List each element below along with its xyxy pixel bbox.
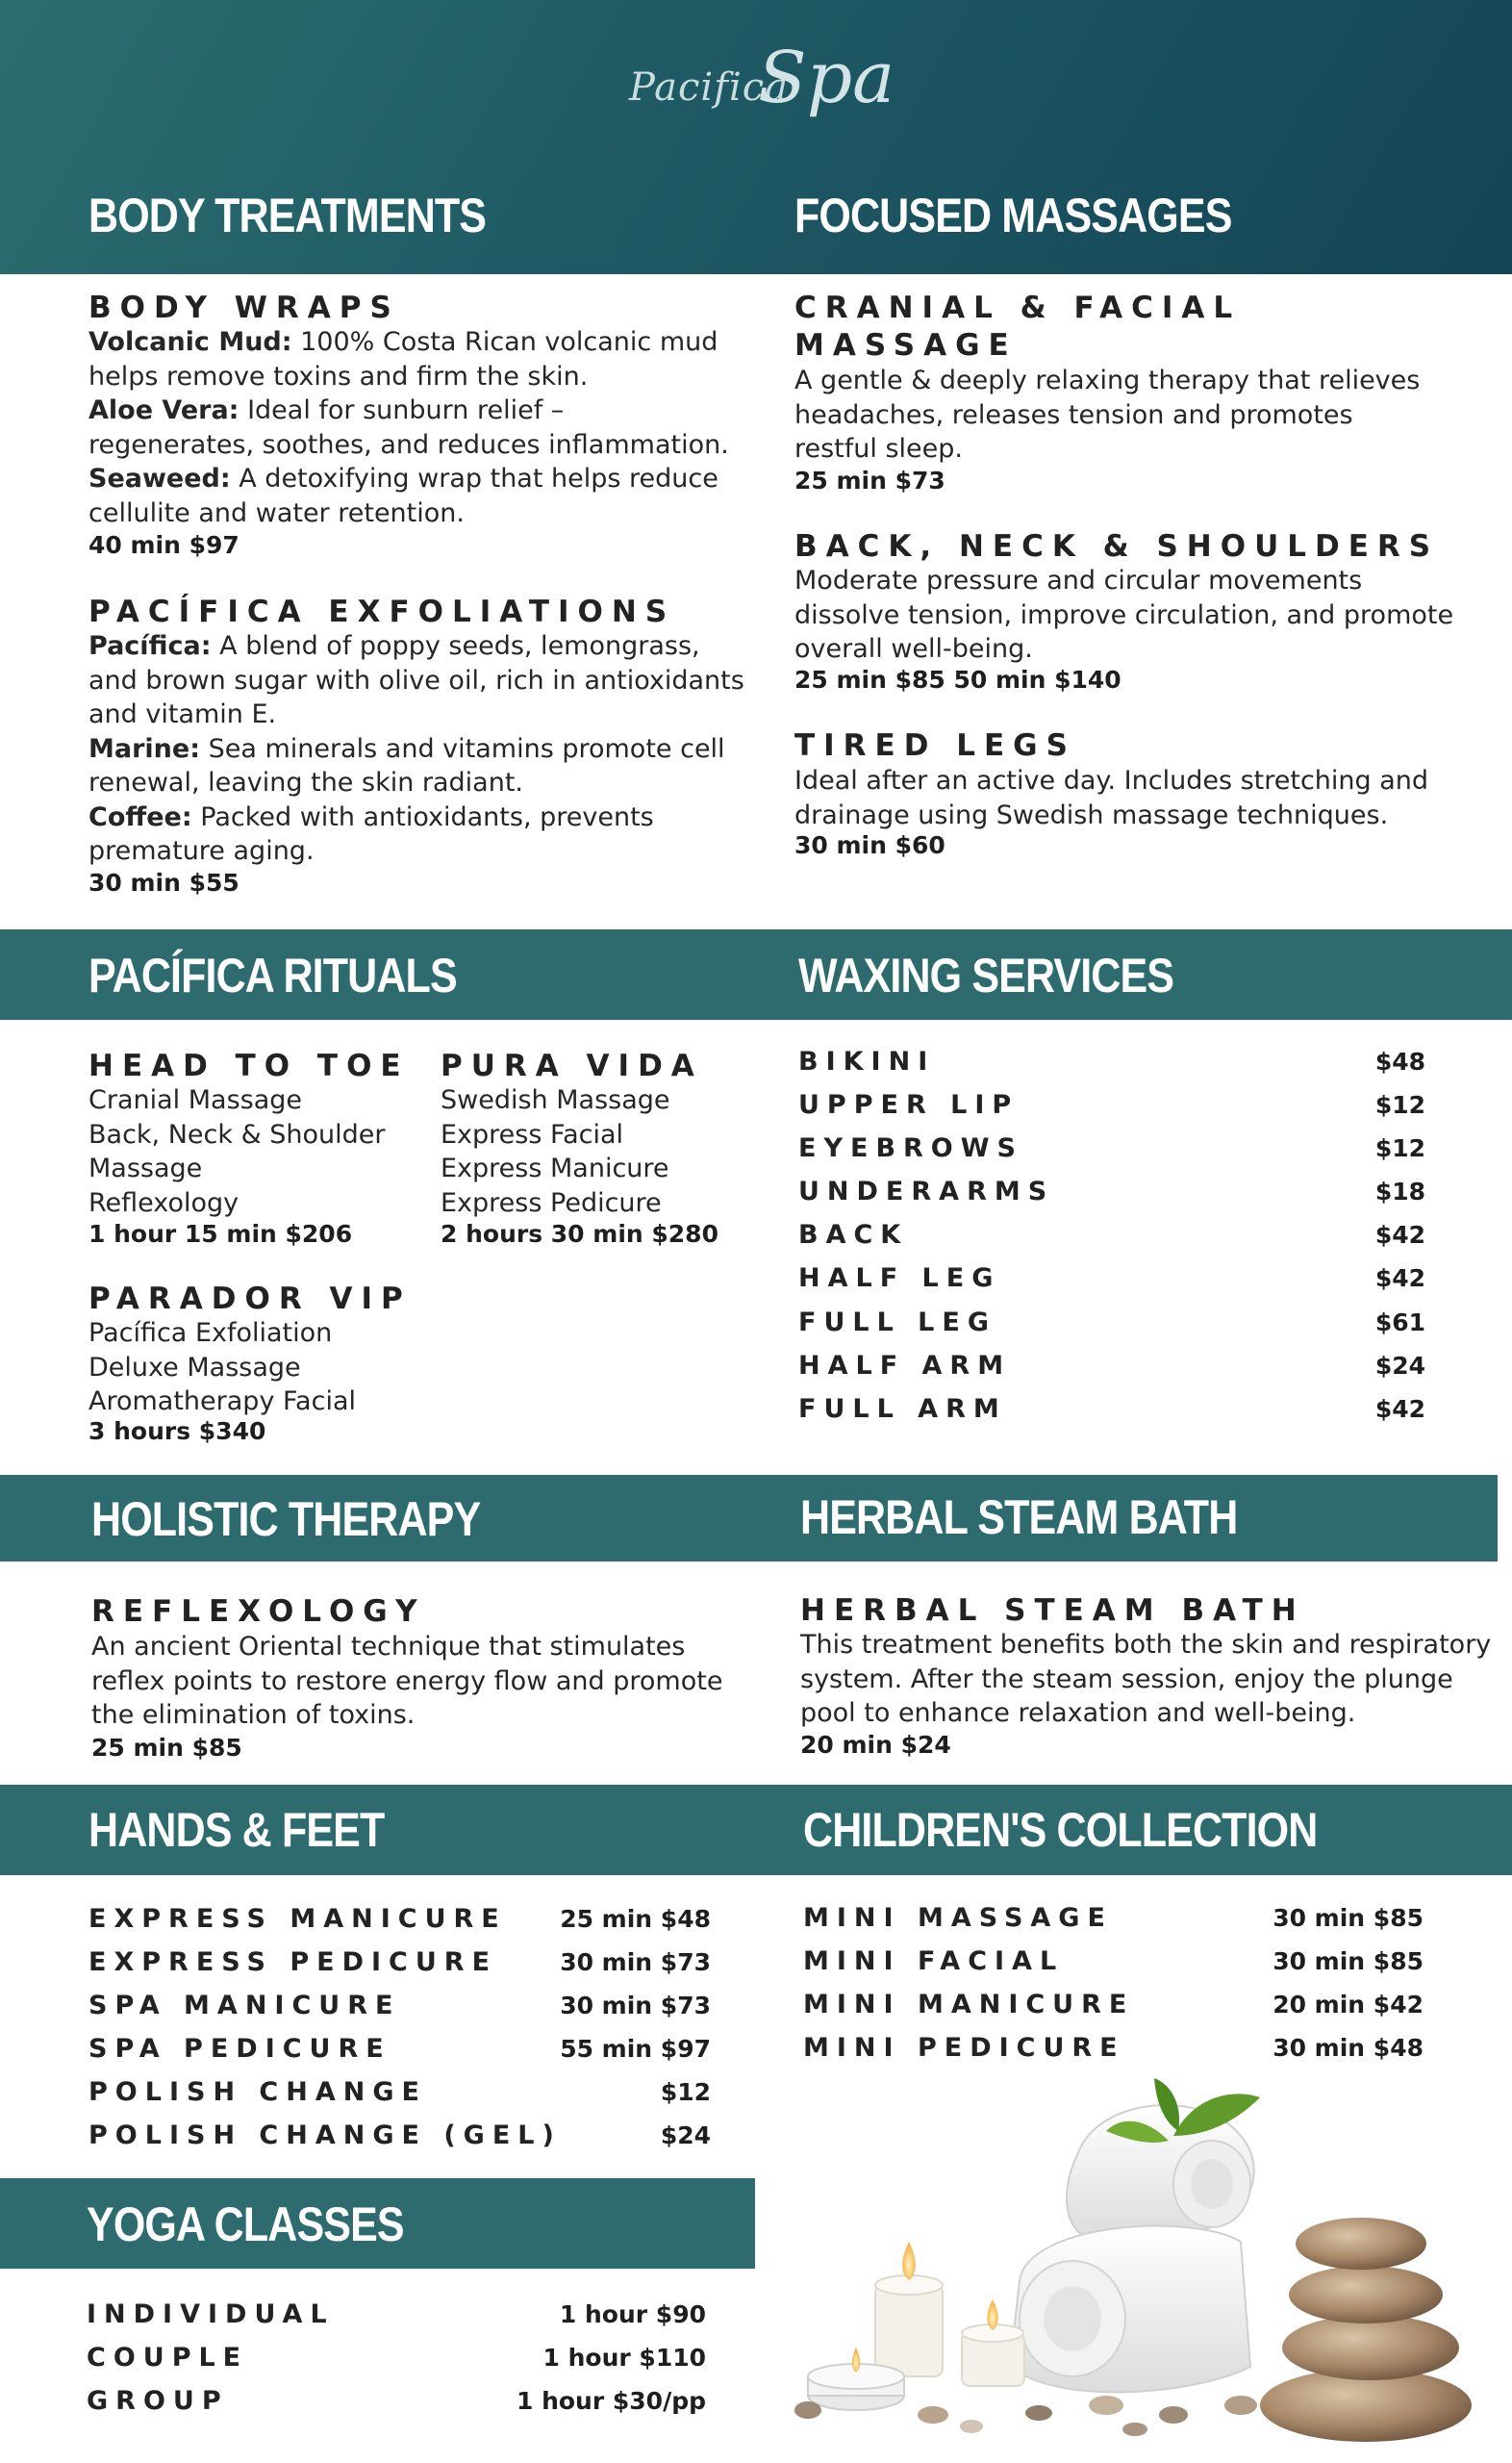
children-item-price: 20 min $42 — [1273, 1991, 1424, 2019]
steam-title: HERBAL STEAM BATH — [800, 1593, 1305, 1628]
waxing-item-price: $42 — [1374, 1264, 1425, 1292]
desc-line: An ancient Oriental technique that stimulates — [91, 1632, 686, 1662]
hands-feet-item-price: 30 min $73 — [560, 1992, 711, 2019]
pura-vida-title: PURA VIDA — [441, 1049, 703, 1083]
waxing-item-price: $12 — [1374, 1091, 1425, 1119]
section-title-waxing-services: WAXING SERVICES — [798, 949, 1174, 1003]
hands-feet-item-price: 30 min $73 — [560, 1948, 711, 1976]
head-to-toe-list — [88, 1083, 416, 1220]
item-desc: and brown sugar with olive oil, rich in antioxidants — [88, 665, 744, 696]
list-item: Swedish Massage — [441, 1085, 670, 1115]
waxing-item-label: FULL ARM — [798, 1394, 1007, 1424]
waxing-item-price: $61 — [1374, 1308, 1425, 1336]
steam-desc — [800, 1628, 1502, 1731]
item-desc: and vitamin E. — [88, 699, 277, 729]
hands-feet-item-label: SPA MANICURE — [88, 1991, 401, 2020]
desc-line: the elimination of toxins. — [91, 1700, 416, 1730]
logo-spa-text: Spa — [758, 37, 895, 119]
tired-legs-price: 30 min $60 — [794, 831, 945, 859]
hands-feet-item-price: $24 — [660, 2121, 711, 2149]
body-wrap-seaweed — [88, 462, 743, 496]
stone-stack — [1260, 2218, 1472, 2442]
hands-feet-item-label: EXPRESS PEDICURE — [88, 1947, 498, 1977]
waxing-item-label: HALF LEG — [798, 1263, 1001, 1293]
waxing-item-price: $42 — [1374, 1221, 1425, 1249]
waxing-item-label: BACK — [798, 1220, 909, 1250]
candle-small-right — [962, 2299, 1024, 2386]
item-desc: helps remove toxins and firm the skin. — [88, 361, 589, 392]
head-to-toe-title: HEAD TO TOE — [88, 1049, 410, 1083]
item-desc: A blend of poppy seeds, lemongrass, — [211, 631, 700, 661]
desc-line: overall well-being. — [794, 634, 1033, 664]
yoga-item-price: 1 hour $110 — [542, 2344, 706, 2372]
waxing-item-label: EYEBROWS — [798, 1133, 1023, 1163]
body-wraps-price: 40 min $97 — [88, 531, 239, 559]
body-wraps-list — [88, 325, 743, 530]
pura-vida-list — [441, 1083, 758, 1220]
exfoliations-list — [88, 629, 762, 869]
body-wraps-title: BODY WRAPS — [88, 291, 400, 325]
exfoliations-title: PACÍFICA EXFOLIATIONS — [88, 595, 676, 629]
logo-script-text: Pacifica — [629, 65, 790, 110]
list-item: Express Facial — [441, 1119, 624, 1150]
yoga-item-price: 1 hour $90 — [559, 2300, 706, 2328]
head-to-toe-price: 1 hour 15 min $206 — [88, 1220, 353, 1248]
desc-line: A gentle & deeply relaxing therapy that relieves — [794, 366, 1421, 395]
waxing-item-label: UNDERARMS — [798, 1177, 1055, 1206]
yoga-item-label: INDIVIDUAL — [87, 2299, 335, 2329]
children-item-price: 30 min $85 — [1273, 1904, 1424, 1932]
children-item-price: 30 min $48 — [1273, 2034, 1424, 2062]
section-title-herbal-steam-bath: HERBAL STEAM BATH — [800, 1490, 1238, 1544]
desc-line: Moderate pressure and circular movements — [794, 566, 1363, 596]
desc-line: system. After the steam session, enjoy the plunge — [800, 1663, 1453, 1694]
parador-vip-list — [88, 1316, 416, 1419]
list-item: Aromatherapy Facial — [88, 1386, 356, 1416]
steam-price: 20 min $24 — [800, 1731, 951, 1759]
children-item-price: 30 min $85 — [1273, 1947, 1424, 1975]
hands-feet-item-price: $12 — [660, 2078, 711, 2106]
list-item: Deluxe Massage — [88, 1352, 301, 1383]
exfoliation-coffee — [88, 800, 762, 835]
item-desc: Sea minerals and vitamins promote cell — [200, 733, 725, 764]
item-name: Aloe Vera: — [88, 395, 239, 425]
yoga-item-label: COUPLE — [87, 2343, 249, 2373]
yoga-item-label: GROUP — [87, 2386, 229, 2416]
cranial-price: 25 min $73 — [794, 467, 945, 495]
children-item-label: MINI PEDICURE — [803, 2033, 1125, 2063]
children-item-label: MINI MASSAGE — [803, 1903, 1113, 1933]
hands-feet-item-price: 55 min $97 — [560, 2035, 711, 2063]
tired-legs-desc — [794, 764, 1487, 832]
section-title-focused-massages: FOCUSED MASSAGES — [794, 189, 1232, 242]
desc-line: dissolve tension, improve circulation, and promote — [794, 599, 1454, 630]
item-desc: 100% Costa Rican volcanic mud — [291, 327, 718, 357]
waxing-item-price: $12 — [1374, 1134, 1425, 1162]
reflexology-price: 25 min $85 — [91, 1734, 242, 1762]
parador-vip-title: PARADOR VIP — [88, 1282, 412, 1316]
exfoliations-price: 30 min $55 — [88, 869, 239, 897]
section-title-yoga-classes: YOGA CLASSES — [87, 2197, 404, 2251]
towel-roll-bottom — [1010, 2226, 1250, 2393]
pacifica-spa-logo — [616, 29, 895, 173]
waxing-item-label: UPPER LIP — [798, 1090, 1020, 1120]
exfoliation-marine — [88, 732, 762, 767]
item-desc: A detoxifying wrap that helps reduce — [230, 464, 718, 494]
cranial-desc — [794, 364, 1487, 467]
hands-feet-item-label: POLISH CHANGE — [88, 2077, 427, 2107]
desc-line: pool to enhance relaxation and well-being. — [800, 1698, 1356, 1728]
back-neck-price: 25 min $85 50 min $140 — [794, 666, 1121, 694]
list-item: Cranial Massage — [88, 1085, 303, 1115]
list-item: Massage — [88, 1154, 203, 1183]
waxing-item-label: BIKINI — [798, 1047, 936, 1077]
item-desc: Ideal for sunburn relief – — [239, 395, 565, 425]
waxing-item-price: $24 — [1374, 1352, 1425, 1380]
section-title-childrens-collection: CHILDREN'S COLLECTION — [803, 1803, 1318, 1857]
desc-line: restful sleep. — [794, 434, 963, 464]
item-name: Volcanic Mud: — [88, 327, 292, 357]
waxing-item-price: $42 — [1374, 1395, 1425, 1423]
item-name: Seaweed: — [88, 464, 231, 494]
item-desc: cellulite and water retention. — [88, 497, 465, 528]
cranial-title-line2: MASSAGE — [794, 328, 1018, 363]
waxing-item-label: HALF ARM — [798, 1351, 1012, 1381]
list-item: Express Pedicure — [441, 1187, 662, 1218]
list-item: Back, Neck & Shoulder — [88, 1119, 386, 1150]
desc-line: This treatment benefits both the skin and respiratory — [800, 1630, 1492, 1660]
desc-line: drainage using Swedish massage techniques. — [794, 800, 1389, 830]
hands-feet-item-price: 25 min $48 — [560, 1905, 711, 1933]
item-name: Pacífica: — [88, 631, 212, 661]
towel-roll-top — [1067, 2105, 1254, 2242]
item-name: Marine: — [88, 733, 200, 764]
children-item-label: MINI MANICURE — [803, 1990, 1135, 2019]
cranial-title-line1: CRANIAL & FACIAL — [794, 291, 1242, 325]
waxing-item-price: $18 — [1374, 1178, 1425, 1206]
item-name: Coffee: — [88, 801, 192, 832]
back-neck-desc — [794, 564, 1487, 667]
exfoliation-pacifica — [88, 629, 762, 664]
spa-stones-towels-illustration — [789, 2078, 1500, 2453]
pura-vida-price: 2 hours 30 min $280 — [441, 1220, 718, 1248]
hands-feet-item-label: POLISH CHANGE (GEL) — [88, 2120, 562, 2150]
tired-legs-title: TIRED LEGS — [794, 728, 1076, 763]
desc-line: Ideal after an active day. Includes stretching and — [794, 766, 1429, 796]
desc-line: reflex points to restore energy flow and promote — [91, 1665, 723, 1696]
item-desc: renewal, leaving the skin radiant. — [88, 768, 524, 798]
candle-tall — [875, 2242, 943, 2376]
back-neck-title: BACK, NECK & SHOULDERS — [794, 529, 1440, 564]
hands-feet-item-label: SPA PEDICURE — [88, 2034, 391, 2064]
section-title-body-treatments: BODY TREATMENTS — [88, 189, 487, 242]
section-title-pacifica-rituals: PACÍFICA RITUALS — [88, 949, 457, 1003]
children-item-label: MINI FACIAL — [803, 1946, 1065, 1976]
body-wrap-volcanic — [88, 325, 743, 360]
reflexology-desc — [91, 1630, 765, 1733]
parador-vip-price: 3 hours $340 — [88, 1417, 266, 1445]
section-title-hands-feet: HANDS & FEET — [88, 1803, 385, 1857]
desc-line: headaches, releases tension and promotes — [794, 399, 1353, 430]
section-title-holistic-therapy: HOLISTIC THERAPY — [91, 1492, 481, 1546]
list-item: Pacífica Exfoliation — [88, 1318, 333, 1348]
body-wrap-aloe — [88, 394, 743, 428]
list-item: Reflexology — [88, 1187, 239, 1218]
item-desc: regenerates, soothes, and reduces inflammation. — [88, 429, 729, 460]
item-desc: Packed with antioxidants, prevents — [191, 801, 654, 832]
list-item: Express Manicure — [441, 1154, 669, 1183]
hands-feet-item-label: EXPRESS MANICURE — [88, 1904, 507, 1934]
waxing-item-label: FULL LEG — [798, 1308, 996, 1337]
waxing-item-price: $48 — [1374, 1048, 1425, 1076]
item-desc: premature aging. — [88, 836, 315, 866]
reflexology-title: REFLEXOLOGY — [91, 1594, 426, 1629]
yoga-item-price: 1 hour $30/pp — [516, 2387, 706, 2415]
